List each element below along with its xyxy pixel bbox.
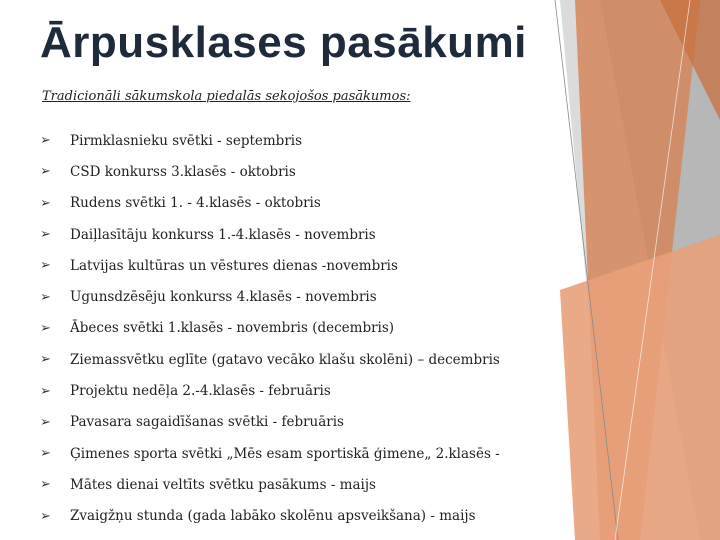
list-item xyxy=(40,156,500,187)
list-item xyxy=(40,313,500,344)
list-item-label: Projektu nedēļa 2.-4.klasēs - februāris xyxy=(70,383,331,400)
list-item xyxy=(40,438,500,469)
list-item xyxy=(40,344,500,375)
list-item xyxy=(40,281,500,312)
arrow-right-icon: ➢ xyxy=(40,258,51,274)
orange-panel-light xyxy=(560,235,720,540)
arrow-right-icon: ➢ xyxy=(40,289,51,305)
arrow-right-icon: ➢ xyxy=(40,446,51,462)
list-item-label: Ģimenes sporta svētki „Mēs esam sportiskā ģimene„ 2.klasēs - xyxy=(70,445,500,462)
list-item xyxy=(40,188,500,219)
arrow-right-icon: ➢ xyxy=(40,383,51,399)
list-item xyxy=(40,407,500,438)
list-item-label: CSD konkurss 3.klasēs - oktobris xyxy=(70,163,296,180)
list-item xyxy=(40,375,500,406)
arrow-right-icon: ➢ xyxy=(40,414,51,430)
arrow-right-icon: ➢ xyxy=(40,195,51,211)
arrow-right-icon: ➢ xyxy=(40,477,51,493)
list-item xyxy=(40,250,500,281)
slide-subtitle: Tradicionāli sākumskola piedalās sekojošos pasākumos: xyxy=(42,89,411,104)
arrow-right-icon: ➢ xyxy=(40,508,51,524)
list-item-label: Ziemassvētku eglīte (gatavo vecāko klašu skolēni) – decembris xyxy=(70,351,500,368)
list-item-label: Zvaigžņu stunda (gada labāko skolēnu apsveikšana) - maijs xyxy=(70,508,476,525)
list-item-label: Ābeces svētki 1.klasēs - novembris (decembris) xyxy=(70,320,395,337)
list-item-label: Pirmklasnieku svētki - septembris xyxy=(70,132,303,149)
list-item-label: Rudens svētki 1. - 4.klasēs - oktobris xyxy=(70,195,321,212)
arrow-right-icon: ➢ xyxy=(40,227,51,243)
list-item-label: Daiļlasītāju konkurss 1.-4.klasēs - novembris xyxy=(70,226,376,243)
arrow-right-icon: ➢ xyxy=(40,164,51,180)
arrow-right-icon: ➢ xyxy=(40,133,51,149)
list-item xyxy=(40,219,500,250)
list-item-label: Mātes dienai veltīts svētku pasākums - maijs xyxy=(70,476,376,493)
list-item-label: Ugunsdzēsēju konkurss 4.klasēs - novembris xyxy=(70,289,377,306)
list-item-label: Latvijas kultūras un vēstures dienas -novembris xyxy=(70,257,398,274)
event-list xyxy=(40,125,500,532)
arrow-right-icon: ➢ xyxy=(40,320,51,336)
list-item xyxy=(40,469,500,500)
slide-title: Ārpusklases pasākumi xyxy=(40,18,527,67)
list-item xyxy=(40,125,500,156)
arrow-right-icon: ➢ xyxy=(40,352,51,368)
list-item xyxy=(40,501,500,532)
list-item-label: Pavasara sagaidīšanas svētki - februāris xyxy=(70,414,344,431)
